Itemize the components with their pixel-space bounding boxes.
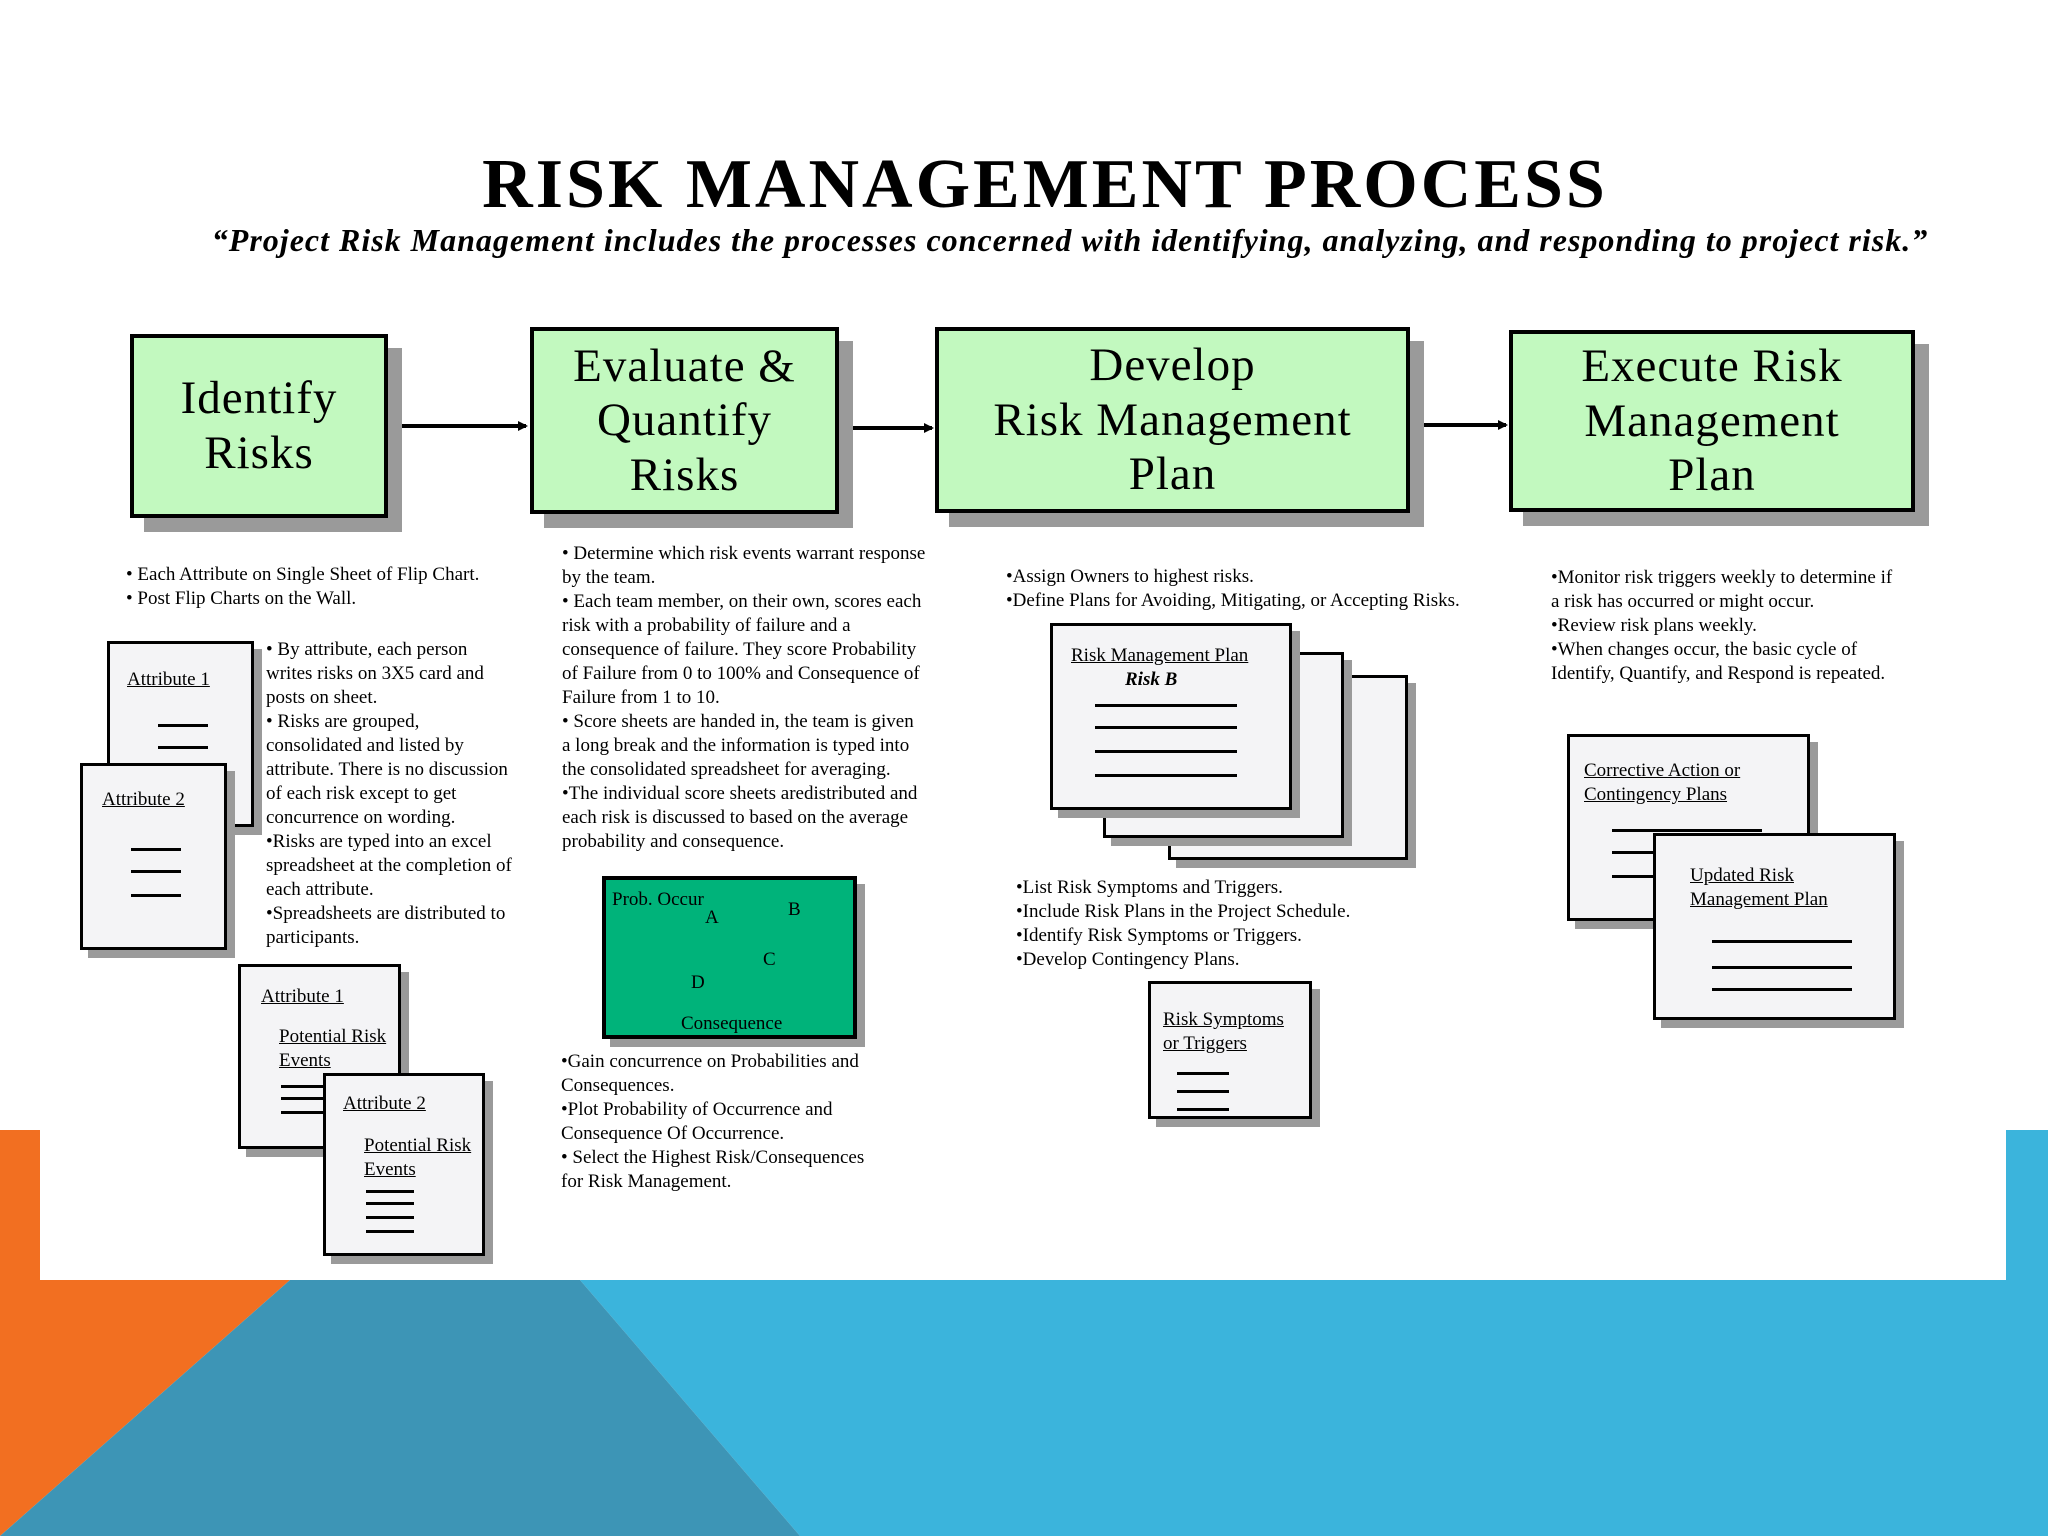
attribute-2-events-subtitle: Potential Risk Events <box>364 1135 472 1180</box>
card-line <box>1095 774 1237 777</box>
card-line <box>1612 829 1762 832</box>
identify-notes-top: • Each Attribute on Single Sheet of Flip Chart. • Post Flip Charts on the Wall. <box>126 564 480 609</box>
card-line <box>281 1111 325 1114</box>
evaluate-notes-top: • Determine which risk events warrant response by the team. • Each team member, on their own, scores each risk with a probability of failure and a consequence of failure. They score Probability of Failure from 0 to 100% and Consequence of Failure from 1 to 10. • Score sheets are handed in, the team is given a long break and the information is typed into the consolidated spreadsheet for averaging. •The individual score sheets aredistributed and each risk is discussed to based on the average probability and consequence. <box>562 543 926 852</box>
card-line <box>1712 966 1852 969</box>
attribute-2-card <box>80 763 227 950</box>
card-line <box>366 1190 414 1193</box>
execute-notes-top: •Monitor risk triggers weekly to determine if a risk has occurred or might occur. •Review risk plans weekly. •When changes occur, the basic cycle of Identify, Quantify, and Respond is repeated. <box>1551 567 1893 684</box>
grid-point-c: C <box>763 949 776 970</box>
card-line <box>1177 1090 1229 1093</box>
card-line <box>366 1230 414 1233</box>
risk-symptoms-title: Risk Symptoms or Triggers <box>1163 1009 1284 1054</box>
attribute-2-card-title: Attribute 2 <box>102 789 185 810</box>
card-line <box>1095 726 1237 729</box>
attribute-1-events-title: Attribute 1 <box>261 986 344 1007</box>
step-develop-label: Develop Risk Management Plan <box>993 339 1352 501</box>
step-identify-label: Identify Risks <box>180 372 338 479</box>
card-line <box>131 848 181 851</box>
card-line <box>158 746 208 749</box>
grid-point-a: A <box>705 907 719 928</box>
step-evaluate-label: Evaluate & Quantify Risks <box>573 339 796 501</box>
step-evaluate-quantify-risks <box>530 327 839 514</box>
page-title: RISK MANAGEMENT PROCESS <box>482 146 1608 223</box>
step-develop-plan <box>935 327 1410 513</box>
attribute-2-events-title: Attribute 2 <box>343 1093 426 1114</box>
step-identify-risks <box>130 334 388 518</box>
grid-point-b: B <box>788 899 801 920</box>
card-line <box>1095 704 1237 707</box>
card-line <box>131 870 181 873</box>
card-line <box>1712 940 1852 943</box>
attribute-2-events-card <box>323 1073 485 1256</box>
develop-notes-bottom: •List Risk Symptoms and Triggers. •Include Risk Plans in the Project Schedule. •Identify Risk Symptoms or Triggers. •Develop Contingency Plans. <box>1016 877 1351 970</box>
card-line <box>158 724 208 727</box>
updated-plan-title: Updated Risk Management Plan <box>1690 865 1828 910</box>
card-line <box>366 1216 414 1219</box>
card-line <box>281 1097 325 1100</box>
attribute-1-card-title: Attribute 1 <box>127 669 210 690</box>
card-line <box>281 1085 325 1088</box>
step-execute-label: Execute Risk Management Plan <box>1581 340 1843 502</box>
updated-plan-card <box>1653 833 1896 1020</box>
attribute-1-events-subtitle: Potential Risk Events <box>279 1026 387 1071</box>
risk-management-plan-title: Risk Management Plan <box>1071 645 1249 666</box>
card-line <box>366 1202 414 1205</box>
corrective-action-title: Corrective Action or Contingency Plans <box>1584 760 1741 805</box>
grid-point-d: D <box>691 972 705 993</box>
card-line <box>131 894 181 897</box>
risk-management-plan-subtitle: Risk B <box>1125 669 1178 690</box>
grid-x-axis-label: Consequence <box>681 1013 783 1034</box>
grid-y-axis-label: Prob. Occur <box>612 889 704 910</box>
identify-notes-side: • By attribute, each person writes risks on 3X5 card and posts on sheet. • Risks are grouped, consolidated and listed by attribute. There is no discussion of each risk except to get concurrence on wording. •Risks are typed into an excel spreadsheet at the completion of each attribute. •Spreadsheets are distributed to participants. <box>266 639 512 948</box>
step-execute-plan <box>1509 330 1915 512</box>
card-line <box>1177 1072 1229 1075</box>
page-subtitle: “Project Risk Management includes the processes concerned with identifying, analyzing, and responding to project risk.” <box>211 222 1929 258</box>
card-line <box>1177 1108 1229 1111</box>
card-line <box>1712 988 1852 991</box>
evaluate-notes-bottom: •Gain concurrence on Probabilities and Consequences. •Plot Probability of Occurrence and Consequence Of Occurrence. • Select the Highest Risk/Consequences for Risk Management. <box>561 1051 865 1192</box>
risk-symptoms-card <box>1148 981 1312 1119</box>
card-line <box>1095 750 1237 753</box>
probability-consequence-grid <box>602 876 857 1039</box>
develop-notes-top: •Assign Owners to highest risks. •Define Plans for Avoiding, Mitigating, or Accepting Risks. <box>1006 566 1460 611</box>
risk-management-plan-card <box>1050 623 1292 810</box>
